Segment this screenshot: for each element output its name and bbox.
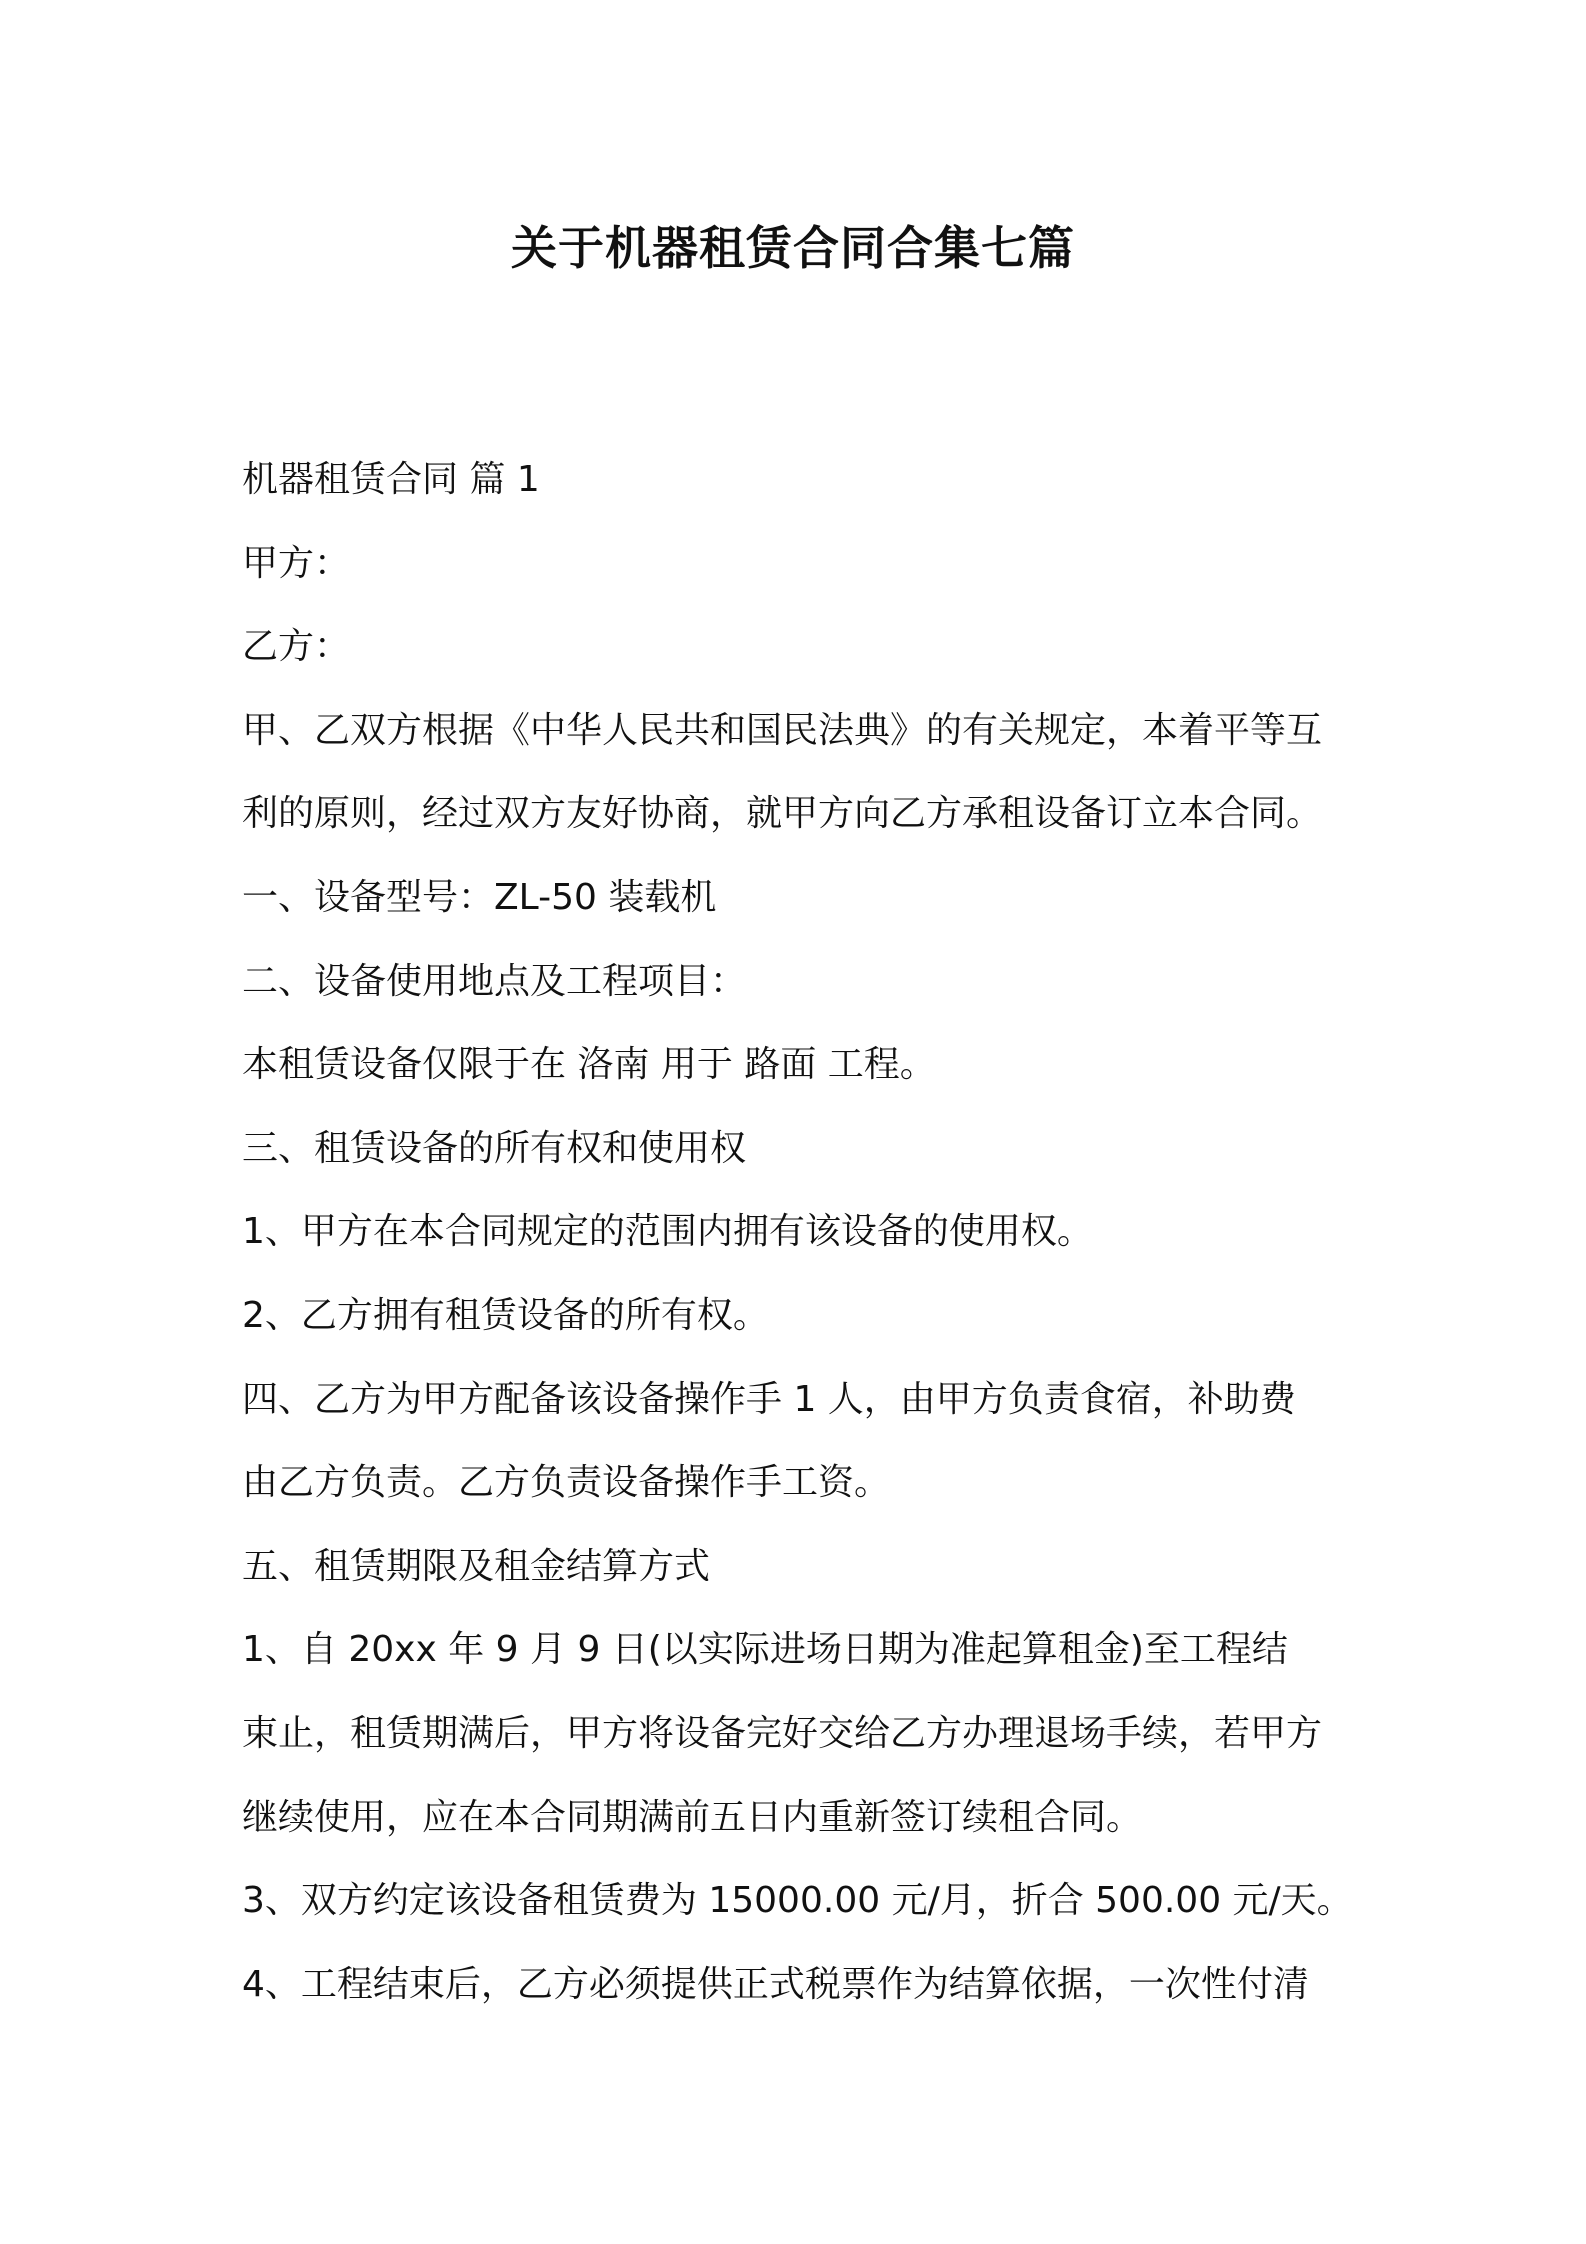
paragraph-line: 4、工程结束后，乙方必须提供正式税票作为结算依据，一次性付清 <box>242 1963 1309 2005</box>
paragraph-line: 利的原则，经过双方友好协商，就甲方向乙方承租设备订立本合同。 <box>242 793 1323 835</box>
paragraph-line: 由乙方负责。乙方负责设备操作手工资。 <box>242 1462 891 1504</box>
paragraph-line: 1、甲方在本合同规定的范围内拥有该设备的使用权。 <box>242 1211 1093 1253</box>
party-b-line: 乙方： <box>242 626 351 668</box>
paragraph-line: 束止，租赁期满后，甲方将设备完好交给乙方办理退场手续，若甲方 <box>242 1712 1323 1754</box>
paragraph-line: 本租赁设备仅限于在 洛南 用于 路面 工程。 <box>242 1044 936 1086</box>
paragraph-line: 继续使用，应在本合同期满前五日内重新签订续租合同。 <box>242 1796 1143 1838</box>
clause-line: 二、设备使用地点及工程项目： <box>242 960 747 1002</box>
clause-line: 四、乙方为甲方配备该设备操作手 1 人，由甲方负责食宿，补助费 <box>242 1378 1296 1420</box>
paragraph-line: 2、乙方拥有租赁设备的所有权。 <box>242 1294 769 1336</box>
clause-line: 三、租赁设备的所有权和使用权 <box>242 1127 747 1169</box>
section-heading: 机器租赁合同 篇 1 <box>242 459 540 500</box>
document-body <box>242 450 1362 2038</box>
party-a-line: 甲方： <box>242 542 351 584</box>
paragraph-line: 3、双方约定该设备租赁费为 15000.00 元/月，折合 500.00 元/天。 <box>242 1880 1353 1922</box>
document-title: 关于机器租赁合同合集七篇 <box>511 221 1075 275</box>
clause-line: 一、设备型号：ZL-50 装载机 <box>242 876 717 918</box>
paragraph-line: 1、自 20xx 年 9 月 9 日(以实际进场日期为准起算租金)至工程结 <box>242 1629 1288 1671</box>
clause-line: 五、租赁期限及租金结算方式 <box>242 1545 711 1587</box>
paragraph-line: 甲、乙双方根据《中华人民共和国民法典》的有关规定，本着平等互 <box>242 709 1323 751</box>
